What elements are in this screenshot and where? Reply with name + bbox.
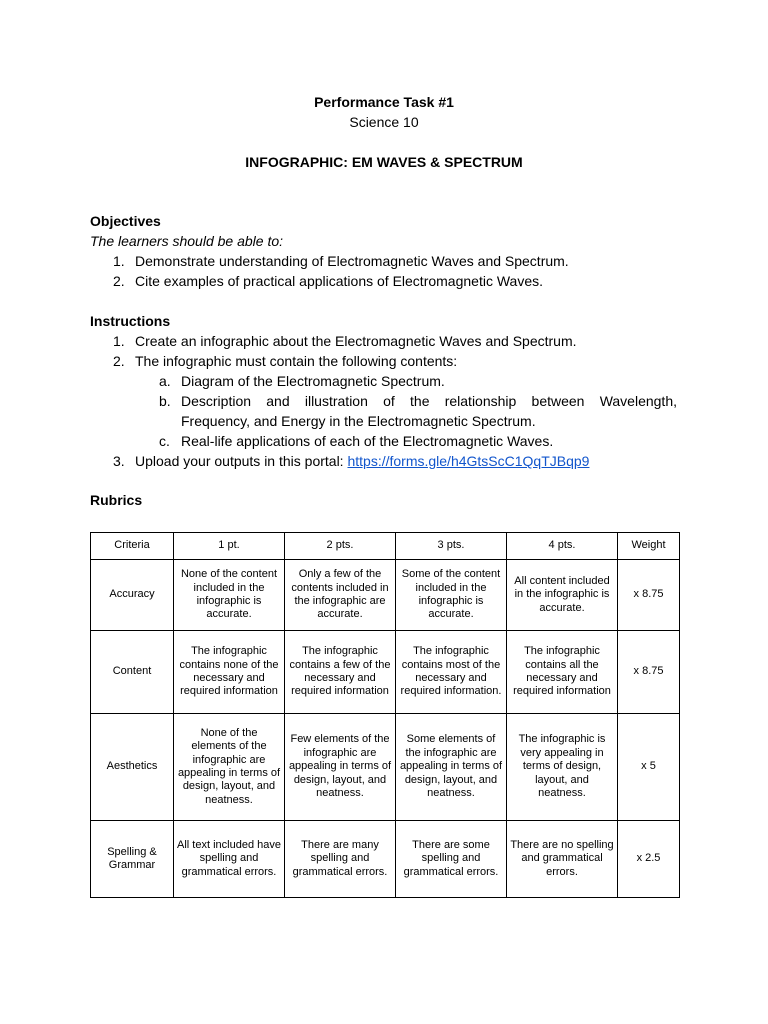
header-weight: Weight (618, 533, 680, 560)
instruction-3-text: Upload your outputs in this portal: (135, 453, 348, 469)
instructions-heading: Instructions (90, 313, 171, 329)
instruction-1-text: Create an infographic about the Electromagnetic Waves and Spectrum. (135, 333, 577, 349)
task-heading: INFOGRAPHIC: EM WAVES & SPECTRUM (245, 154, 523, 170)
objective-2-text: Cite examples of practical applications of Electromagnetic Waves. (135, 273, 543, 289)
objectives-intro: The learners should be able to: (90, 233, 284, 249)
score-cell: There are some spelling and grammatical errors. (396, 821, 507, 898)
score-cell: The infographic contains all the necessary and required information (507, 631, 618, 714)
objectives-heading: Objectives (90, 213, 161, 229)
document-title: Performance Task #1 (314, 94, 454, 110)
score-cell: The infographic is very appealing in terms of design, layout, and neatness. (507, 714, 618, 821)
instruction-1-number: 1. (113, 333, 125, 349)
rubric-row-content (91, 631, 680, 714)
header-3pts: 3 pts. (396, 533, 507, 560)
score-cell: Few elements of the infographic are appealing in terms of design, layout, and neatness. (285, 714, 396, 821)
subitem-a-text: Diagram of the Electromagnetic Spectrum. (181, 373, 445, 389)
header-2pts: 2 pts. (285, 533, 396, 560)
score-cell: Only a few of the contents included in the infographic are accurate. (285, 560, 396, 631)
objective-1-number: 1. (113, 253, 125, 269)
criteria-cell: Aesthetics (91, 714, 174, 821)
subitem-c-label: c. (159, 433, 170, 449)
portal-link[interactable]: https://forms.gle/h4GtsScC1QqTJBqp9 (347, 453, 590, 469)
header-4pts: 4 pts. (507, 533, 618, 560)
subitem-b-label: b. (159, 393, 171, 409)
subitem-a-label: a. (159, 373, 171, 389)
weight-cell: x 5 (618, 714, 680, 821)
header-criteria: Criteria (91, 533, 174, 560)
score-cell: All content included in the infographic is accurate. (507, 560, 618, 631)
weight-cell: x 8.75 (618, 560, 680, 631)
instruction-3-number: 3. (113, 453, 125, 469)
score-cell: All text included have spelling and grammatical errors. (174, 821, 285, 898)
objective-1-text: Demonstrate understanding of Electromagnetic Waves and Spectrum. (135, 253, 569, 269)
objective-2-number: 2. (113, 273, 125, 289)
subitem-c-text: Real-life applications of each of the Electromagnetic Waves. (181, 433, 554, 449)
weight-cell: x 2.5 (618, 821, 680, 898)
instruction-3-line (135, 452, 589, 470)
score-cell: Some of the content included in the infographic is accurate. (396, 560, 507, 631)
criteria-cell: Accuracy (91, 560, 174, 631)
document-subtitle: Science 10 (349, 114, 419, 130)
header-1pt: 1 pt. (174, 533, 285, 560)
score-cell: The infographic contains none of the necessary and required information (174, 631, 285, 714)
score-cell: There are many spelling and grammatical errors. (285, 821, 396, 898)
score-cell: There are no spelling and grammatical errors. (507, 821, 618, 898)
subitem-b-text-line2: Frequency, and Energy in the Electromagnetic Spectrum. (181, 413, 536, 429)
instruction-2-number: 2. (113, 353, 125, 369)
score-cell: Some elements of the infographic are appealing in terms of design, layout, and neatness. (396, 714, 507, 821)
rubric-table (90, 532, 680, 898)
score-cell: None of the elements of the infographic are appealing in terms of design, layout, and neatness. (174, 714, 285, 821)
criteria-cell: Spelling & Grammar (91, 821, 174, 898)
score-cell: None of the content included in the infographic is accurate. (174, 560, 285, 631)
score-cell: The infographic contains a few of the necessary and required information (285, 631, 396, 714)
subitem-b-text-line1: Description and illustration of the relationship between Wavelength, (181, 393, 677, 409)
criteria-cell: Content (91, 631, 174, 714)
rubric-row-accuracy (91, 560, 680, 631)
instruction-2-text: The infographic must contain the following contents: (135, 353, 458, 369)
weight-cell: x 8.75 (618, 631, 680, 714)
rubric-row-spelling-grammar (91, 821, 680, 898)
score-cell: The infographic contains most of the necessary and required information. (396, 631, 507, 714)
rubrics-heading: Rubrics (90, 492, 143, 508)
rubric-header-row (91, 533, 680, 560)
rubric-row-aesthetics (91, 714, 680, 821)
